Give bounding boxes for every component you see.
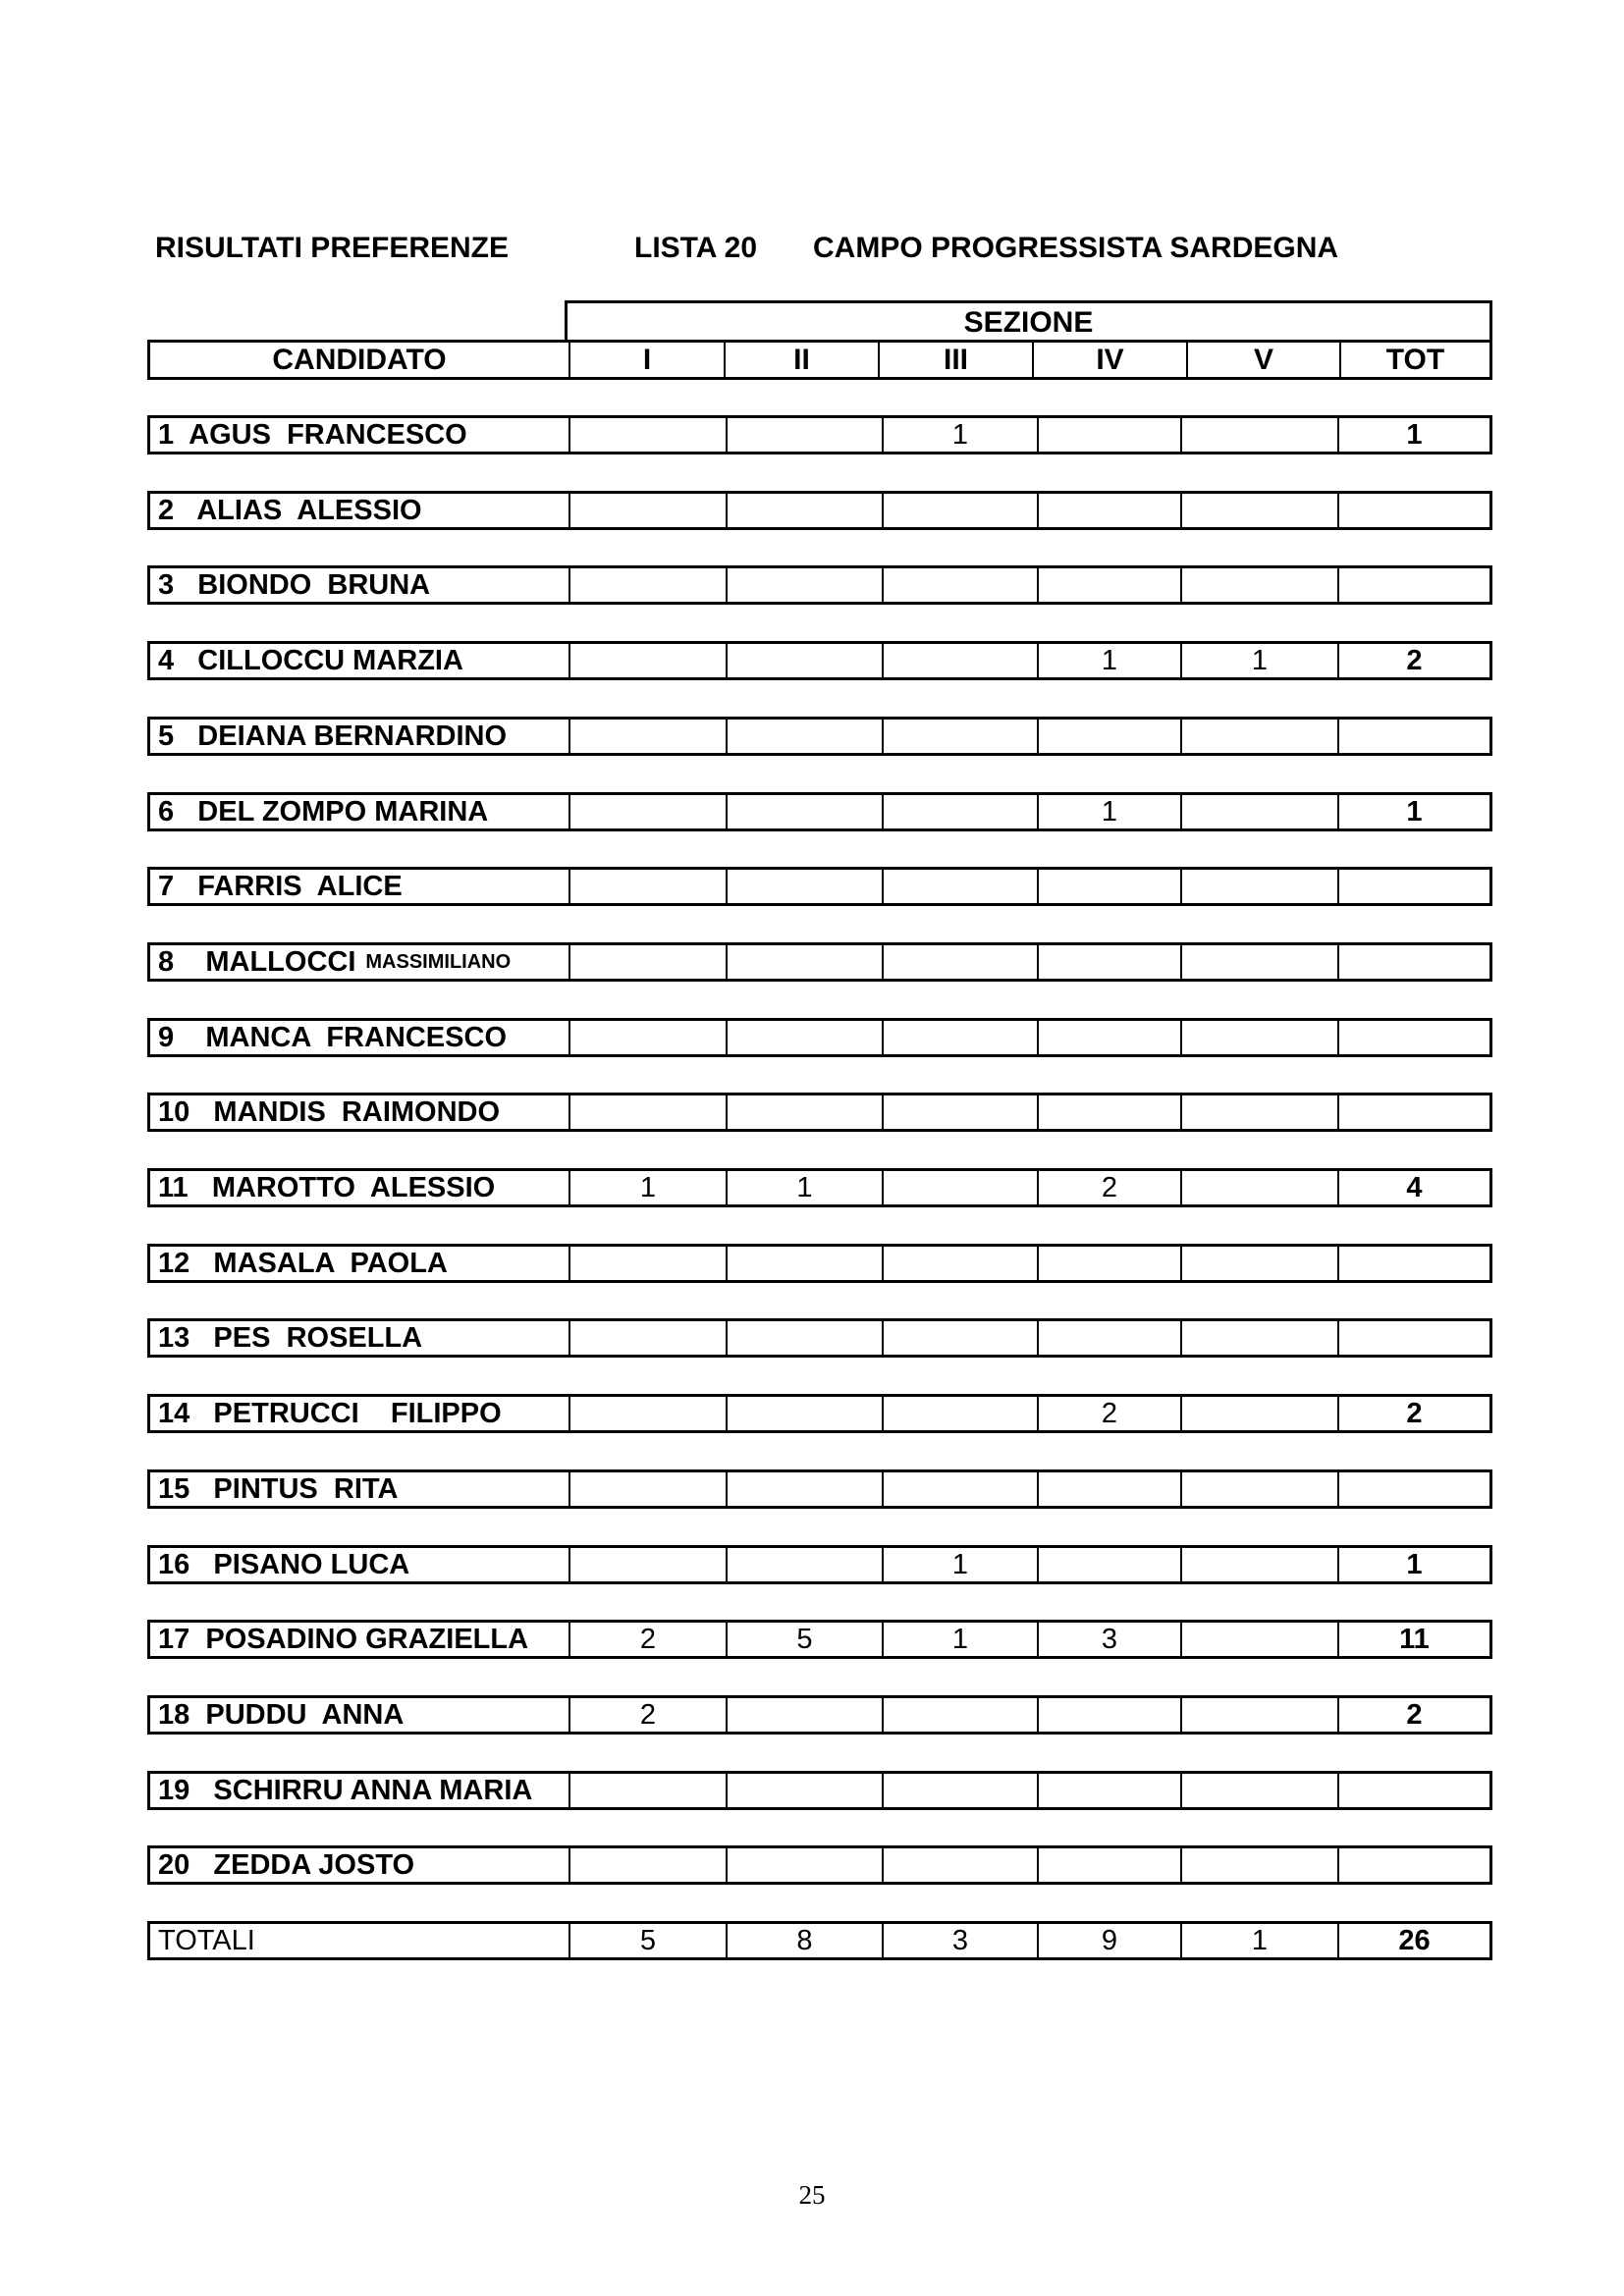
col-sezione-5: V [1186,343,1339,377]
sezione-2-cell [726,568,882,602]
sezione-4-cell [1037,1321,1180,1355]
tot-cell [1337,1021,1489,1054]
sezione-2-cell [726,1698,882,1732]
sezione-2-cell [726,644,882,677]
candidate-name [150,1774,568,1807]
table-row [147,1695,1492,1735]
tot-cell [1337,1247,1489,1280]
sezione-2-cell [726,1247,882,1280]
sezione-1-cell [568,720,726,753]
table-row [147,1168,1492,1207]
tot-cell: 1 [1337,1548,1489,1581]
table-row [147,1394,1492,1433]
tot-cell: 2 [1337,644,1489,677]
sezione-1-cell [568,1848,726,1882]
tot-cell: 26 [1337,1924,1489,1957]
sezione-4-cell [1037,1472,1180,1506]
table-row [147,1469,1492,1509]
table-row [147,1620,1492,1659]
sezione-5-cell [1180,720,1337,753]
candidate-name-text: 3 BIONDO BRUNA [158,568,431,601]
candidate-name [150,795,568,828]
col-candidato: CANDIDATO [272,343,447,376]
sezione-5-cell [1180,1848,1337,1882]
sezione-5-cell [1180,1021,1337,1054]
candidate-name [150,494,568,527]
sezione-1-cell [568,945,726,979]
sezione-1-cell [568,795,726,828]
sezione-5-cell [1180,795,1337,828]
sezione-5-cell: 1 [1180,1924,1337,1957]
table-row [147,1093,1492,1132]
sezione-3-cell [882,494,1037,527]
sezione-1-cell [568,1774,726,1807]
sezione-2-cell [726,1548,882,1581]
sezione-2-cell [726,795,882,828]
sezione-5-cell [1180,1623,1337,1656]
candidate-name [150,418,568,452]
sezione-4-cell [1037,945,1180,979]
sezione-1-cell [568,1321,726,1355]
sezione-1-cell: 1 [568,1171,726,1204]
candidate-name-text: 10 MANDIS RAIMONDO [158,1095,501,1128]
sezione-5-cell [1180,494,1337,527]
tot-cell [1337,870,1489,903]
sezione-3-cell [882,1095,1037,1129]
candidate-name [150,1698,568,1732]
sezione-3-cell [882,568,1037,602]
sezione-5-cell [1180,568,1337,602]
candidate-name-text: 20 ZEDDA JOSTO [158,1848,415,1881]
candidate-name [150,870,568,903]
sezione-1-cell [568,1397,726,1430]
col-sezione-1: I [568,343,724,377]
table-row [147,1771,1492,1810]
sezione-5-cell [1180,1548,1337,1581]
sezione-1-cell [568,568,726,602]
sezione-4-cell: 9 [1037,1924,1180,1957]
sezione-2-cell [726,494,882,527]
candidate-name-text: 18 PUDDU ANNA [158,1698,405,1731]
sezione-2-cell [726,870,882,903]
candidate-name-sub: MASSIMILIANO [365,950,512,973]
sezione-5-cell [1180,1171,1337,1204]
table-row [147,491,1492,530]
candidate-name-text: 4 CILLOCCU MARZIA [158,644,463,676]
list-number: LISTA 20 [634,232,758,264]
tot-cell [1337,1321,1489,1355]
candidate-name-text: 1 AGUS FRANCESCO [158,418,467,451]
sezione-5-cell [1180,1472,1337,1506]
sezione-4-cell [1037,720,1180,753]
sezione-4-cell [1037,494,1180,527]
sezione-5-cell [1180,1397,1337,1430]
sezione-3-cell: 1 [882,1548,1037,1581]
sezione-2-cell [726,1848,882,1882]
sezione-2-cell: 8 [726,1924,882,1957]
report-title: RISULTATI PREFERENZE [155,232,509,264]
totals-label [150,1924,568,1957]
col-sezione-2: II [724,343,878,377]
col-tot: TOT [1339,343,1489,377]
table-row [147,1018,1492,1057]
sezione-2-cell [726,1774,882,1807]
candidate-name-text: 17 POSADINO GRAZIELLA [158,1623,529,1655]
sezione-3-cell [882,945,1037,979]
sezione-3-cell [882,1171,1037,1204]
sezione-1-cell [568,1472,726,1506]
sezione-4-cell [1037,1698,1180,1732]
sezione-2-cell [726,945,882,979]
tot-cell: 4 [1337,1171,1489,1204]
sezione-2-cell [726,1095,882,1129]
page-number: 25 [798,2180,826,2210]
tot-cell: 2 [1337,1397,1489,1430]
sezione-3-cell: 3 [882,1924,1037,1957]
table-row [147,942,1492,982]
col-sezione-3: III [878,343,1032,377]
sezione-2-cell [726,1397,882,1430]
candidate-name-text: 11 MAROTTO ALESSIO [158,1171,496,1203]
candidate-name [150,644,568,677]
candidate-name-text: 15 PINTUS RITA [158,1472,399,1505]
sezione-5-cell [1180,1698,1337,1732]
table-row [147,1318,1492,1358]
sezione-1-cell [568,1095,726,1129]
tot-cell [1337,945,1489,979]
candidate-name [150,945,568,979]
col-sezione-4: IV [1032,343,1186,377]
sezione-2-cell [726,418,882,452]
sezione-4-cell: 3 [1037,1623,1180,1656]
candidate-name [150,1623,568,1656]
column-header-row [147,340,1492,380]
candidate-name [150,1095,568,1129]
candidate-name [150,1171,568,1204]
table-row [147,641,1492,680]
sezione-1-cell [568,1247,726,1280]
tot-cell [1337,720,1489,753]
sezione-1-cell [568,644,726,677]
candidate-name-text: 14 PETRUCCI FILIPPO [158,1397,502,1429]
sezione-3-cell [882,1321,1037,1355]
sezione-3-cell [882,1848,1037,1882]
sezione-5-cell [1180,1774,1337,1807]
sezione-3-cell: 1 [882,418,1037,452]
sezione-4-cell: 2 [1037,1397,1180,1430]
sezione-3-cell [882,1397,1037,1430]
sezione-4-cell [1037,870,1180,903]
sezione-1-cell [568,1021,726,1054]
sezione-3-cell [882,795,1037,828]
sezione-4-cell: 2 [1037,1171,1180,1204]
tot-cell [1337,1774,1489,1807]
candidate-name [150,1848,568,1882]
sezione-3-cell [882,870,1037,903]
sezione-1-cell: 2 [568,1623,726,1656]
candidate-name-text: 7 FARRIS ALICE [158,870,403,902]
sezione-2-cell [726,1021,882,1054]
sezione-2-cell: 5 [726,1623,882,1656]
candidate-name-text: 16 PISANO LUCA [158,1548,410,1580]
table-row [147,1545,1492,1584]
tot-cell [1337,1848,1489,1882]
tot-cell: 2 [1337,1698,1489,1732]
tot-cell [1337,494,1489,527]
sezione-3-cell [882,644,1037,677]
sezione-4-cell [1037,1774,1180,1807]
tot-cell: 1 [1337,795,1489,828]
candidate-name [150,720,568,753]
sezione-1-cell [568,418,726,452]
tot-cell [1337,1472,1489,1506]
totals-label-text: TOTALI [158,1924,255,1956]
candidate-name [150,568,568,602]
candidate-name-text: 12 MASALA PAOLA [158,1247,448,1279]
sezione-4-cell [1037,568,1180,602]
sezione-1-cell [568,1548,726,1581]
table-row [147,867,1492,906]
sezione-3-cell [882,1774,1037,1807]
sezione-1-cell [568,870,726,903]
candidate-name-text: 8 MALLOCCI [158,945,356,978]
sezione-1-cell: 2 [568,1698,726,1732]
tot-cell [1337,1095,1489,1129]
table-row [147,1845,1492,1885]
table-row [147,415,1492,454]
candidate-name [150,1021,568,1054]
sezione-5-cell [1180,870,1337,903]
tot-cell [1337,568,1489,602]
sezione-2-cell [726,1321,882,1355]
sezione-4-cell: 1 [1037,795,1180,828]
candidate-name [150,1397,568,1430]
candidate-name [150,1247,568,1280]
sezione-3-cell [882,1698,1037,1732]
candidate-name [150,1548,568,1581]
sezione-5-cell [1180,945,1337,979]
candidate-name-text: 6 DEL ZOMPO MARINA [158,795,489,828]
sezione-2-cell: 1 [726,1171,882,1204]
candidate-name-text: 5 DEIANA BERNARDINO [158,720,508,752]
sezione-3-cell: 1 [882,1623,1037,1656]
sezione-3-cell [882,1472,1037,1506]
sezione-1-cell: 5 [568,1924,726,1957]
sezione-5-cell [1180,1095,1337,1129]
sezione-2-cell [726,1472,882,1506]
sezione-5-cell: 1 [1180,644,1337,677]
candidate-name [150,1321,568,1355]
sezione-4-cell [1037,418,1180,452]
candidate-name-text: 13 PES ROSELLA [158,1321,423,1354]
sezione-4-cell: 1 [1037,644,1180,677]
sezione-3-cell [882,1247,1037,1280]
sezione-4-cell [1037,1548,1180,1581]
tot-cell: 1 [1337,418,1489,452]
totals-row [147,1921,1492,1960]
sezione-header: SEZIONE [565,300,1492,342]
table-row [147,1244,1492,1283]
sezione-4-cell [1037,1848,1180,1882]
table-row [147,717,1492,756]
list-name: CAMPO PROGRESSISTA SARDEGNA [813,232,1339,264]
sezione-5-cell [1180,1321,1337,1355]
sezione-4-cell [1037,1095,1180,1129]
sezione-1-cell [568,494,726,527]
sezione-5-cell [1180,1247,1337,1280]
sezione-3-cell [882,720,1037,753]
candidate-name-text: 2 ALIAS ALESSIO [158,494,422,526]
table-row [147,565,1492,605]
candidate-name [150,1472,568,1506]
tot-cell: 11 [1337,1623,1489,1656]
sezione-4-cell [1037,1247,1180,1280]
candidate-name-text: 19 SCHIRRU ANNA MARIA [158,1774,533,1806]
candidate-name-text: 9 MANCA FRANCESCO [158,1021,507,1053]
table-row [147,792,1492,831]
sezione-2-cell [726,720,882,753]
sezione-3-cell [882,1021,1037,1054]
sezione-4-cell [1037,1021,1180,1054]
sezione-5-cell [1180,418,1337,452]
